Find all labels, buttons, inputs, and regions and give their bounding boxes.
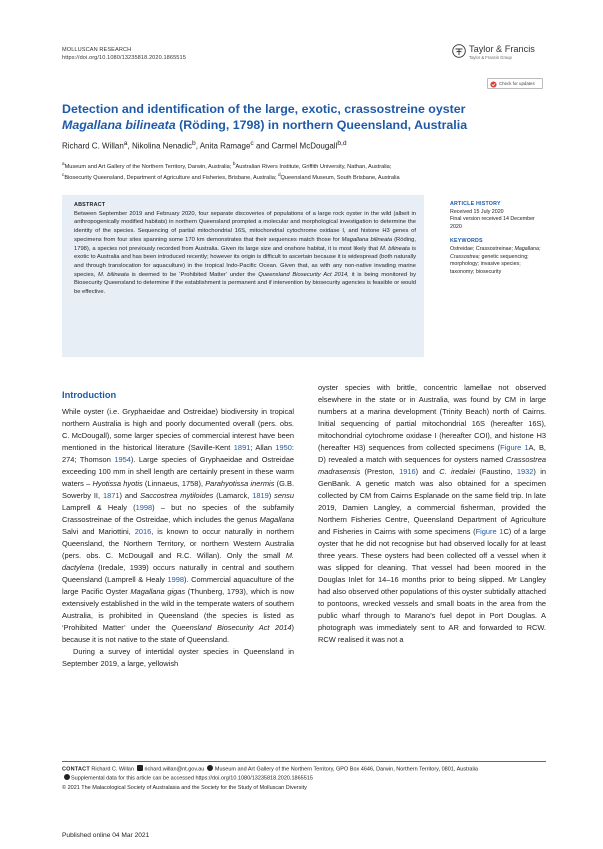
abstract-species: M. bilineata xyxy=(379,245,410,252)
author-name: Richard C. Willan xyxy=(62,141,124,151)
affiliation: Biosecurity Queensland, Department of Agriculture and Fisheries, Brisbane, Australia; xyxy=(64,175,278,182)
journal-name: MOLLUSCAN RESEARCH xyxy=(62,47,132,53)
intro-paragraph: During a survey of intertidal oyster species in Queensland in September 2019, a large, yellowish xyxy=(62,647,294,668)
intro-paragraph: While oyster (i.e. Gryphaeidae and Ostreidae) biodiversity in tropical northern Australia is high and poorly documented overall (pers. obs. C. McDougall), some larger species of commercial interest have been mentioned in the historical literature (Saville-Kent 1891; Allan 1950: 274; Thomson 1954). Large species of Gryphaeidae and Ostreidae exceeding 100 mm in shell length are certainly present in these warm waters – Hyotissa hyotis (Linnaeus, 1758), Parahyotissa inermis (G.B. Sowerby II, 1871) and Saccostrea mytiloides (Lamarck, 1819) sensu Lamprell & Healy (1998) – but no species of the subfamily Crassostreinae of the Ostreidae, which includes the genus Magallana Salvi and Mariottini, 2016, is known to occur naturally in northern Queensland, the Northern Territory, or northern Western Australia (pers. obs. C. McDougall and R.C. Willan). Only the small M. dactylena (Iredale, 1939) occurs naturally in central and southern Queensland (Lamprell & Healy 1998). Commercial aquaculture of the large Pacific Oyster Magallana gigas (Thunberg, 1793), which is now extensively established in the wild in the temperate waters of southern Australia, is prohibited in Queensland (the species is listed as ‘Prohibited Matter’ under the Queensland Biosecurity Act 2014) because it is not native to the state of Queensland. xyxy=(62,407,295,644)
published-date: Published online 04 Mar 2021 xyxy=(62,832,150,839)
article-history-heading: ARTICLE HISTORY xyxy=(450,201,501,207)
received-date: Received 15 July 2020 xyxy=(450,208,504,215)
affil-sup: c xyxy=(62,172,65,178)
author-list xyxy=(62,140,347,151)
reference-link[interactable]: 2016 xyxy=(134,527,152,536)
affiliation: Australian Rivers Institute, Griffith University, Nathan, Australia; xyxy=(235,163,392,170)
reference-link[interactable]: 1871 xyxy=(102,491,120,500)
affil-sup: b xyxy=(232,161,236,166)
reference-link[interactable]: 1998 xyxy=(167,575,184,584)
footer-divider xyxy=(62,761,546,762)
body-column-right xyxy=(318,382,546,646)
contact-name: Richard C. Willan xyxy=(91,766,134,773)
contact-label: CONTACT xyxy=(62,766,90,773)
email-icon xyxy=(137,765,143,771)
keywords-part: genetic sequencing; morphology; invasive species; taxonomy; biosecurity xyxy=(450,253,529,275)
supplemental-data-icon xyxy=(64,774,70,780)
publisher-name: Taylor & Francis xyxy=(469,44,535,54)
abstract-heading: ABSTRACT xyxy=(74,202,106,208)
affil-sup: a xyxy=(62,161,65,166)
title-species: Magallana bilineata xyxy=(62,118,176,132)
affiliation: Museum and Art Gallery of the Northern Territory, Darwin, Australia; xyxy=(64,163,233,170)
reference-link[interactable]: 1916 xyxy=(399,467,416,476)
abstract-segment: (Röding, 1798), a species not previously recorded from Australia. Given its large size and onshore habitat, it is most likely that xyxy=(74,236,417,252)
author-separator: , xyxy=(195,141,200,151)
check-updates-label: Check for updates xyxy=(499,81,535,86)
keywords-heading: KEYWORDS xyxy=(450,238,483,245)
figure-link[interactable]: Figure 1 xyxy=(475,527,504,536)
affiliations xyxy=(62,160,544,183)
title-line-1: Detection and identification of the large, exotic, crassostreine oyster xyxy=(62,102,466,116)
reference-link[interactable]: 1891 xyxy=(233,443,251,452)
institution-icon xyxy=(207,765,213,771)
abstract-segment: is deemed to be ‘Prohibited Matter’ under the xyxy=(128,271,259,278)
author-name: Anita Ramage xyxy=(199,141,251,151)
abstract-text xyxy=(74,201,416,297)
reference-link[interactable]: 1932 xyxy=(516,467,534,476)
abstract-species: M. bilineata xyxy=(98,271,129,278)
figure-link[interactable]: Figure 1 xyxy=(500,443,529,452)
publisher-logo xyxy=(452,43,544,65)
abstract-segment: is exotic to Australia and has been introduced recently; however its origin is difficult to ascertain because it is widespread (both naturally and through translocation for aquaculture) in the tropical Indo-Pacific Ocean. Given that, as with any non-native invading marine species, xyxy=(74,245,416,278)
contact-address: Museum and Art Gallery of the Northern Territory, GPO Box 4646, Darwin, Northern Territory, 0801, Australia xyxy=(214,766,478,773)
author-name: Nikolina Nenadic xyxy=(131,141,192,151)
copyright-line: © 2021 The Malacological Society of Australasia and the Society for the Study of Molluscan Diversity xyxy=(62,784,307,791)
author-affil-sup: c xyxy=(250,140,254,147)
check-updates-icon xyxy=(490,81,497,88)
contact-email-link[interactable]: richard.willan@nt.gov.au xyxy=(144,766,205,773)
intro-paragraph: oyster species with brittle, concentric lamellae not observed elsewhere in the state or in Australia, was found by CM in large numbers at a marina development (Trinity Beach) north of Cairns. Initial sequencing of partial mitochondrial 16S (hereafter 16S), mitochondrial cytochrome oxidase I (hereafter COI), and histone H3 (hereafter H3) sequences from collected specimens (Figure 1A, B, D) revealed a match with sequences for oysters named Crassostrea madrasensis (Preston, 1916) and C. iredalei (Faustino, 1932) in GenBank. A genetic match was also obtained for a specimen collected by CM from Cairns Esplanade on the same field trip. In late 2019, Damien Langley, a commercial fisherman, provided the Northern Fisheries Centre, Queensland Department of Agriculture and Fisheries in Cairns with some specimens (Figure 1C) of a large oyster that he did not recognise but had observed locally for at least three years. These oysters had been collected off a vessel when it was slipped for cleaning. That vessel had been moored in the Douglas Inlet for 14–16 months prior to being slipped. Mr Langley had also observed other populations of this oyster subtidally attached to pontoons, wrecked vessels and small boats in the area from the public wharf through to Marano’s fuel depot in Port Douglas. A photograph was immediately sent to AR and forwarded to RCW. RCW realised it was not a xyxy=(318,383,546,644)
title-rest: (Röding, 1798) in northern Queensland, Australia xyxy=(179,118,468,132)
keywords-text xyxy=(450,246,546,276)
supplemental-text: Supplemental data for this article can be accessed xyxy=(71,775,196,782)
article-doi-link[interactable]: https://doi.org/10.1080/13235818.2020.1865515 xyxy=(62,54,186,61)
reference-link[interactable]: 1998 xyxy=(135,503,153,512)
reference-link[interactable]: 1954 xyxy=(114,455,131,464)
journal-header xyxy=(62,47,186,62)
reference-link[interactable]: 1950 xyxy=(275,443,292,452)
keywords-italic: Magallana; Crassostrea; xyxy=(450,245,541,260)
abstract-segment: it is being monitored by Biosecurity Queensland to determine if the establishment is permanent and if intervention by biosecurity agencies is feasible or would be effective. xyxy=(74,271,416,296)
body-column-left xyxy=(62,406,294,670)
keywords-part: Ostreidae; Crassostreinae; xyxy=(450,245,514,252)
affil-sup: d xyxy=(277,172,281,178)
author-name: Carmel McDougall xyxy=(271,141,338,151)
affiliation: Queensland Museum, South Brisbane, Australia xyxy=(280,175,400,182)
abstract-segment: Between September 2019 and February 2020, four separate discoveries of populations of a large rock oyster in the wild (albeit in anthropogenically modified habitats) in northern Queensland prompted a molecular and morphological investigation to determine the identity of the species. Sequencing of partial mitochondrial 16S, mitochondrial cytochrome oxidase I, and histone H3 genes of specimens from four sites spanning some 170 km demonstrates that their sequences match those for xyxy=(74,210,416,243)
reference-link[interactable]: 1819 xyxy=(252,491,269,500)
author-affil-sup: a xyxy=(123,140,128,147)
author-affil-sup: b,d xyxy=(337,140,347,147)
author-separator: , xyxy=(127,141,132,151)
abstract-act: Queensland Biosecurity Act 2014, xyxy=(258,271,349,278)
abstract-species: Magallana bilineata xyxy=(341,236,393,243)
supplemental-line xyxy=(62,774,546,783)
author-affil-sup: b xyxy=(191,140,196,147)
final-version-date: Final version received 14 December 2020 xyxy=(450,216,535,230)
supplemental-link[interactable]: https://doi.org/10.1080/13235818.2020.1865515 xyxy=(195,775,313,782)
publisher-logo-icon xyxy=(452,44,466,58)
author-separator: and xyxy=(253,141,272,151)
article-title xyxy=(62,101,542,133)
contact-line xyxy=(62,765,546,774)
check-for-updates-button[interactable] xyxy=(487,78,543,89)
article-info-sidebar xyxy=(450,201,546,276)
publisher-group: Taylor & Francis Group xyxy=(469,55,512,60)
article-footer xyxy=(62,765,546,792)
introduction-heading: Introduction xyxy=(62,390,117,400)
